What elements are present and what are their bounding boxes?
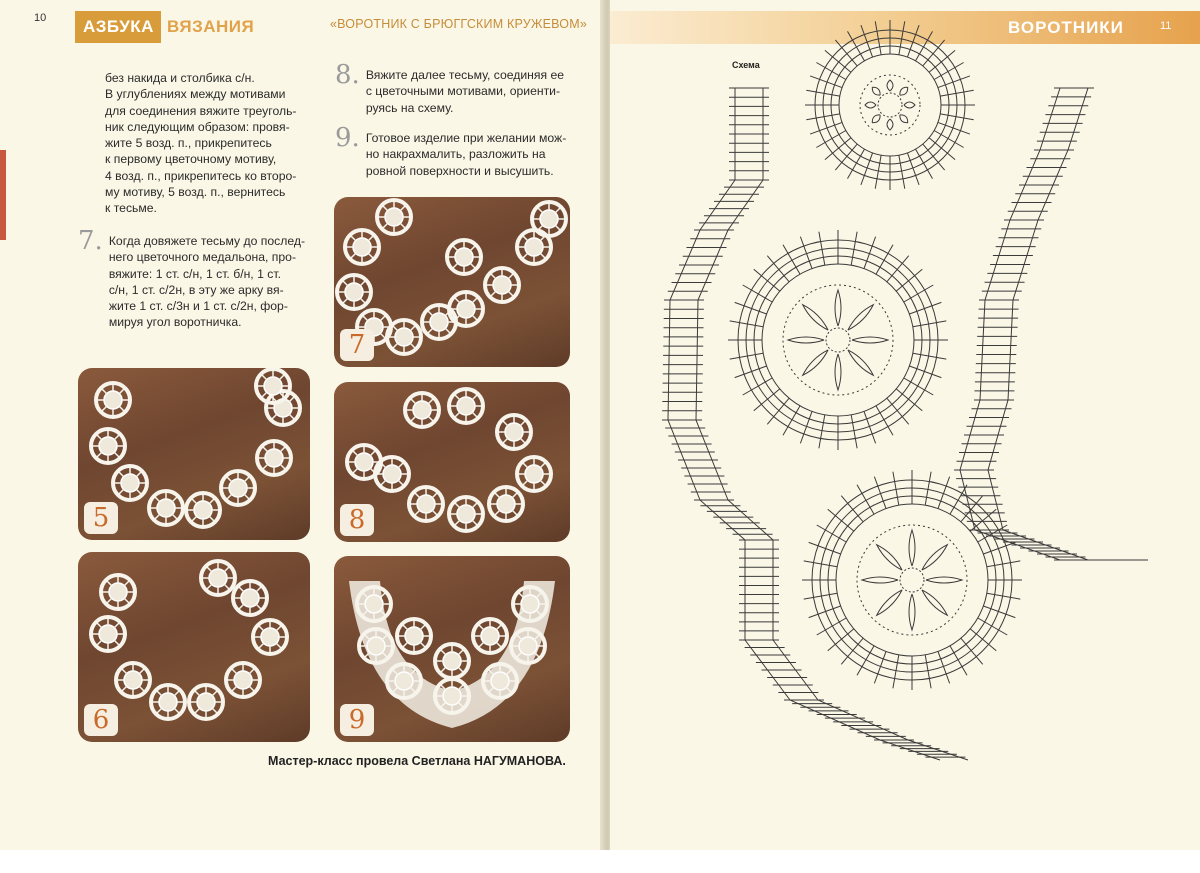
step-text [366, 62, 564, 116]
article-title: «ВОРОТНИК С БРЮГГСКИМ КРУЖЕВОМ» [330, 17, 587, 31]
photo-number-badge: 8 [340, 504, 374, 536]
text-line: Вяжите далее тесьму, соединяя ее [365, 68, 565, 82]
text-line: мируя угол воротничка. [108, 315, 242, 330]
text-line: без накида и столбика с/н. [105, 71, 255, 85]
schema-label: Схема [732, 60, 760, 70]
author-credit: Мастер-класс провела Светлана НАГУМАНОВА. [268, 754, 566, 768]
page-edge-strip [0, 150, 6, 240]
step-7 [78, 228, 305, 331]
text-line: к тесьме. [105, 201, 157, 216]
photo-number-badge: 9 [340, 704, 374, 736]
text-line: му мотиву, 5 возд. п., вернитесь [105, 185, 286, 200]
left-page-number: 10 [34, 12, 47, 24]
header-word-2: ВЯЗАНИЯ [167, 17, 255, 36]
intro-text [105, 70, 297, 217]
text-line: Когда довяжете тесьму до послед- [108, 234, 306, 248]
text-line: к первому цветочному мотиву, [105, 152, 277, 167]
text-line: но накрахмалить, разложить на [365, 147, 546, 162]
step-8 [335, 62, 564, 116]
text-line: с/н, 1 ст. с/2н, в эту же арку вя- [108, 282, 284, 297]
text-line: 4 возд. п., прикрепитесь ко второ- [105, 168, 297, 183]
text-line: для соединения вяжите треуголь- [105, 103, 297, 118]
text-line: ник следующим образом: провя- [105, 119, 290, 134]
header-word-1: АЗБУКА [83, 17, 154, 36]
text-line: руясь на схему. [365, 100, 454, 115]
text-line: жите 5 возд. п., прикрепитесь [105, 136, 272, 151]
step-text [109, 228, 305, 331]
photo-step-5 [78, 368, 310, 540]
photo-step-7 [334, 197, 570, 367]
photo-number-badge: 5 [84, 502, 118, 534]
text-line: жите 1 ст. с/3н и 1 ст. с/2н, фор- [108, 299, 288, 314]
step-9 [335, 125, 566, 179]
photo-step-9 [334, 556, 570, 742]
text-line: с цветочными мотивами, ориенти- [365, 84, 561, 99]
photo-step-8 [334, 382, 570, 542]
section-header-bar [610, 11, 1200, 44]
step-number: 7. [78, 226, 103, 256]
section-header [75, 11, 255, 43]
right-page-number: 11 [1160, 20, 1172, 32]
right-page [610, 0, 1200, 850]
text-line: вяжите: 1 ст. с/н, 1 ст. б/н, 1 ст. [108, 266, 281, 281]
text-line: ровной поверхности и высушить. [365, 163, 554, 178]
left-page [0, 0, 605, 850]
photo-number-badge: 7 [340, 329, 374, 361]
step-number: 8. [335, 60, 360, 90]
text-line: Готовое изделие при желании мож- [365, 131, 567, 145]
step-number: 9. [335, 123, 360, 153]
text-line: В углублениях между мотивами [105, 87, 286, 102]
text-line: него цветочного медальона, про- [108, 250, 297, 265]
photo-step-6 [78, 552, 310, 742]
photo-number-badge: 6 [84, 704, 118, 736]
section-title: ВОРОТНИКИ [1008, 18, 1124, 37]
step-text [366, 125, 566, 179]
